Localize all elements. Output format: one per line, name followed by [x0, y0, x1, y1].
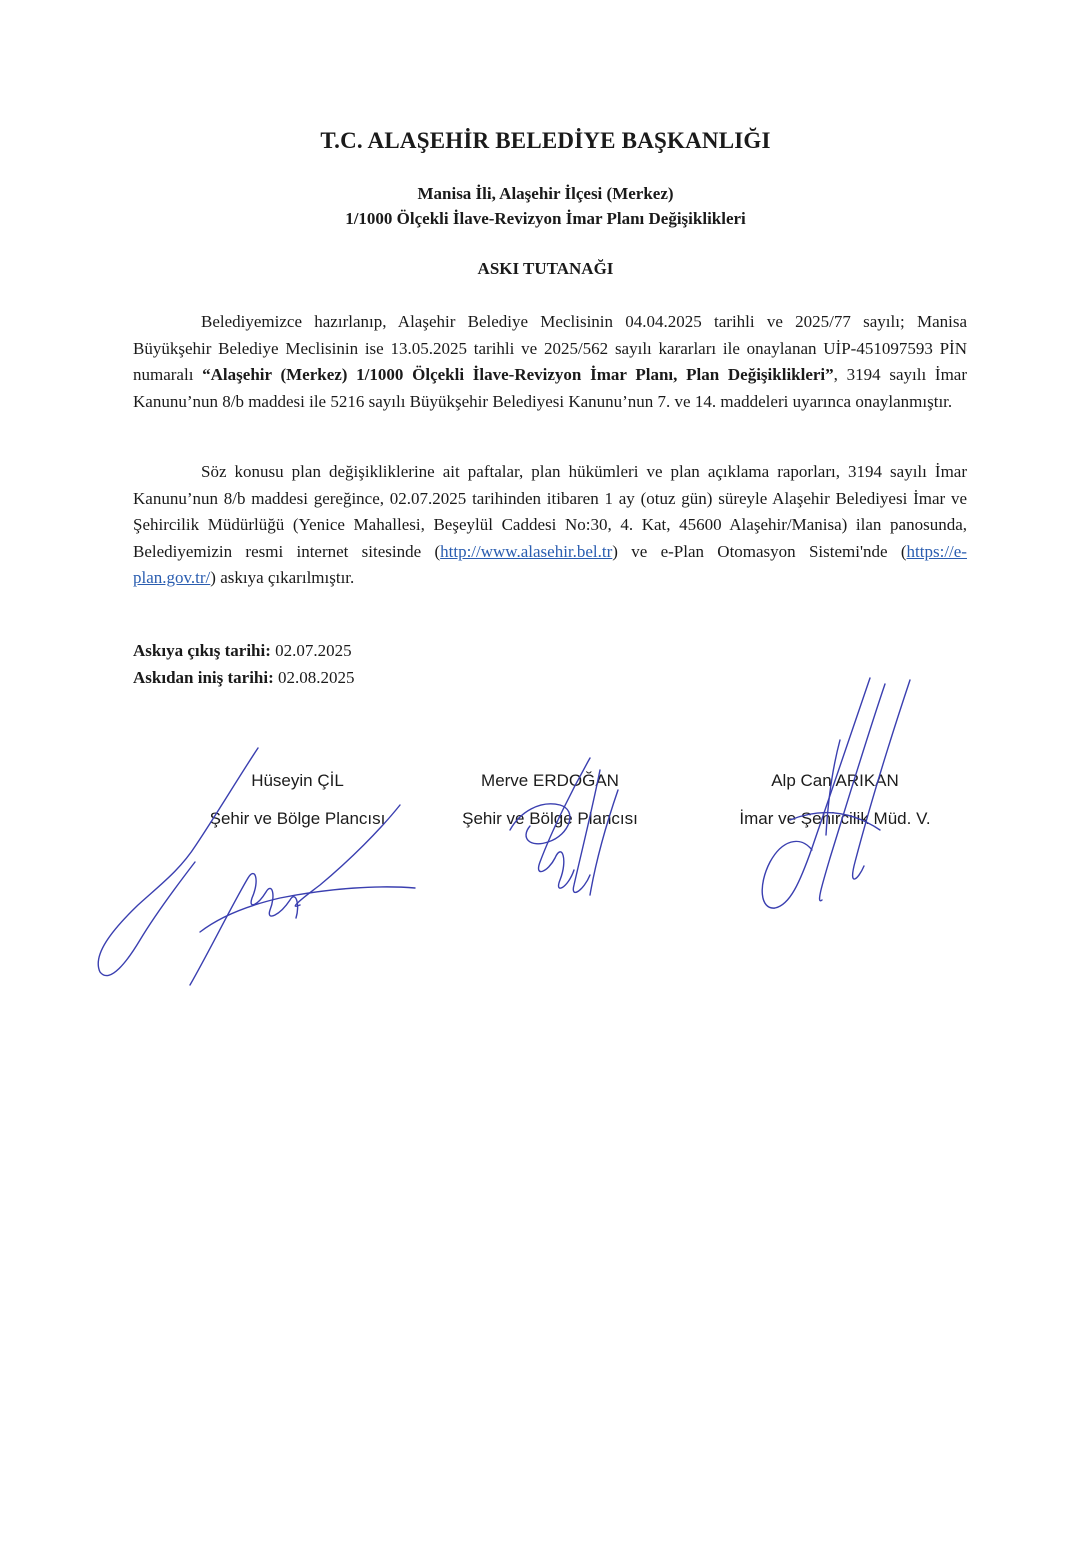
- paragraph-approval-text: Belediyemizce hazırlanıp, Alaşehir Belediye Meclisinin 04.04.2025 tarihli ve 2025/77 sayılı; Manisa Büyükşehir Belediye Meclisinin ise 13.05.2025 tarihli ve 2025/562 sayılı kararları ile onaylanan UİP-451097593 PİN numaralı: [133, 312, 967, 384]
- signatory-title: Şehir ve Bölge Plancısı: [209, 809, 386, 828]
- signatory-name: Alp Can ARIKAN: [771, 771, 899, 790]
- posting-end-label: Askıdan iniş tarihi:: [133, 667, 274, 687]
- signatory-title: Şehir ve Bölge Plancısı: [462, 809, 638, 828]
- posting-start-label: Askıya çıkış tarihi:: [133, 641, 271, 660]
- document-subtitle-location: Manisa İli, Alaşehir İlçesi (Merkez): [417, 184, 674, 203]
- signature-1-stroke: [200, 887, 415, 932]
- paragraph-publication-text: Söz konusu plan değişikliklerine ait paftalar, plan hükümleri ve plan açıklama raporları, 3194 sayılı İmar Kanunu’nun 8/b maddesi gereğince, 02.07.2025 tarihinden itibaren 1 ay (otuz gün) süreyle Alaşehir Belediyesi İmar ve Şehircilik Müdürlüğü (Yenice Mahallesi, Beşeylül Caddesi No:30, 4. Kat, 45600 Alaşehir/Manisa) ilan panosunda, Belediyemizin resmi internet sitesinde (: [133, 462, 967, 561]
- paragraph-publication-text-end: ) askıya çıkarılmıştır.: [210, 568, 355, 587]
- signatory-block-2: [430, 762, 670, 838]
- paragraph-publication: [133, 459, 967, 592]
- paragraph-approval-text-end: , 3194 sayılı İmar Kanunu’nun 8/b maddesi ile 5216 sayılı Büyükşehir Belediyesi Kanunu’nun 7. ve 14. maddeleri uyarınca onaylanmıştır.: [133, 365, 968, 411]
- document-heading: ASKI TUTANAĞI: [477, 259, 614, 278]
- signatory-block-1: [175, 762, 420, 838]
- signatory-title: İmar ve Şehircilik Müd. V.: [739, 809, 931, 828]
- posting-start-date: [133, 638, 355, 665]
- document-title: T.C. ALAŞEHİR BELEDİYE BAŞKANLIĞI: [320, 128, 771, 153]
- signature-1-stroke: [190, 874, 298, 985]
- posting-dates: [133, 638, 355, 691]
- eplan-website-link[interactable]: https://e-plan.gov.tr/: [133, 541, 967, 587]
- posting-end-date: [133, 665, 355, 692]
- paragraph-approval: [133, 309, 967, 415]
- signatory-name: Merve ERDOĞAN: [481, 771, 619, 790]
- paragraph-publication-text-mid: ) ve e-Plan Otomasyon Sistemi'nde (: [612, 541, 907, 561]
- document-subtitle-plan: 1/1000 Ölçekli İlave-Revizyon İmar Planı Değişiklikleri: [345, 209, 746, 228]
- signatory-block-3: [700, 762, 970, 838]
- signatory-name: Hüseyin ÇİL: [251, 771, 344, 790]
- municipality-website-link[interactable]: http://www.alasehir.bel.tr: [440, 541, 613, 561]
- posting-start-value: 02.07.2025: [270, 641, 352, 660]
- plan-name-bold: “Alaşehir (Merkez) 1/1000 Ölçekli İlave-Revizyon İmar Planı, Plan Değişiklikleri”: [202, 365, 834, 384]
- posting-end-value: 02.08.2025: [273, 667, 355, 687]
